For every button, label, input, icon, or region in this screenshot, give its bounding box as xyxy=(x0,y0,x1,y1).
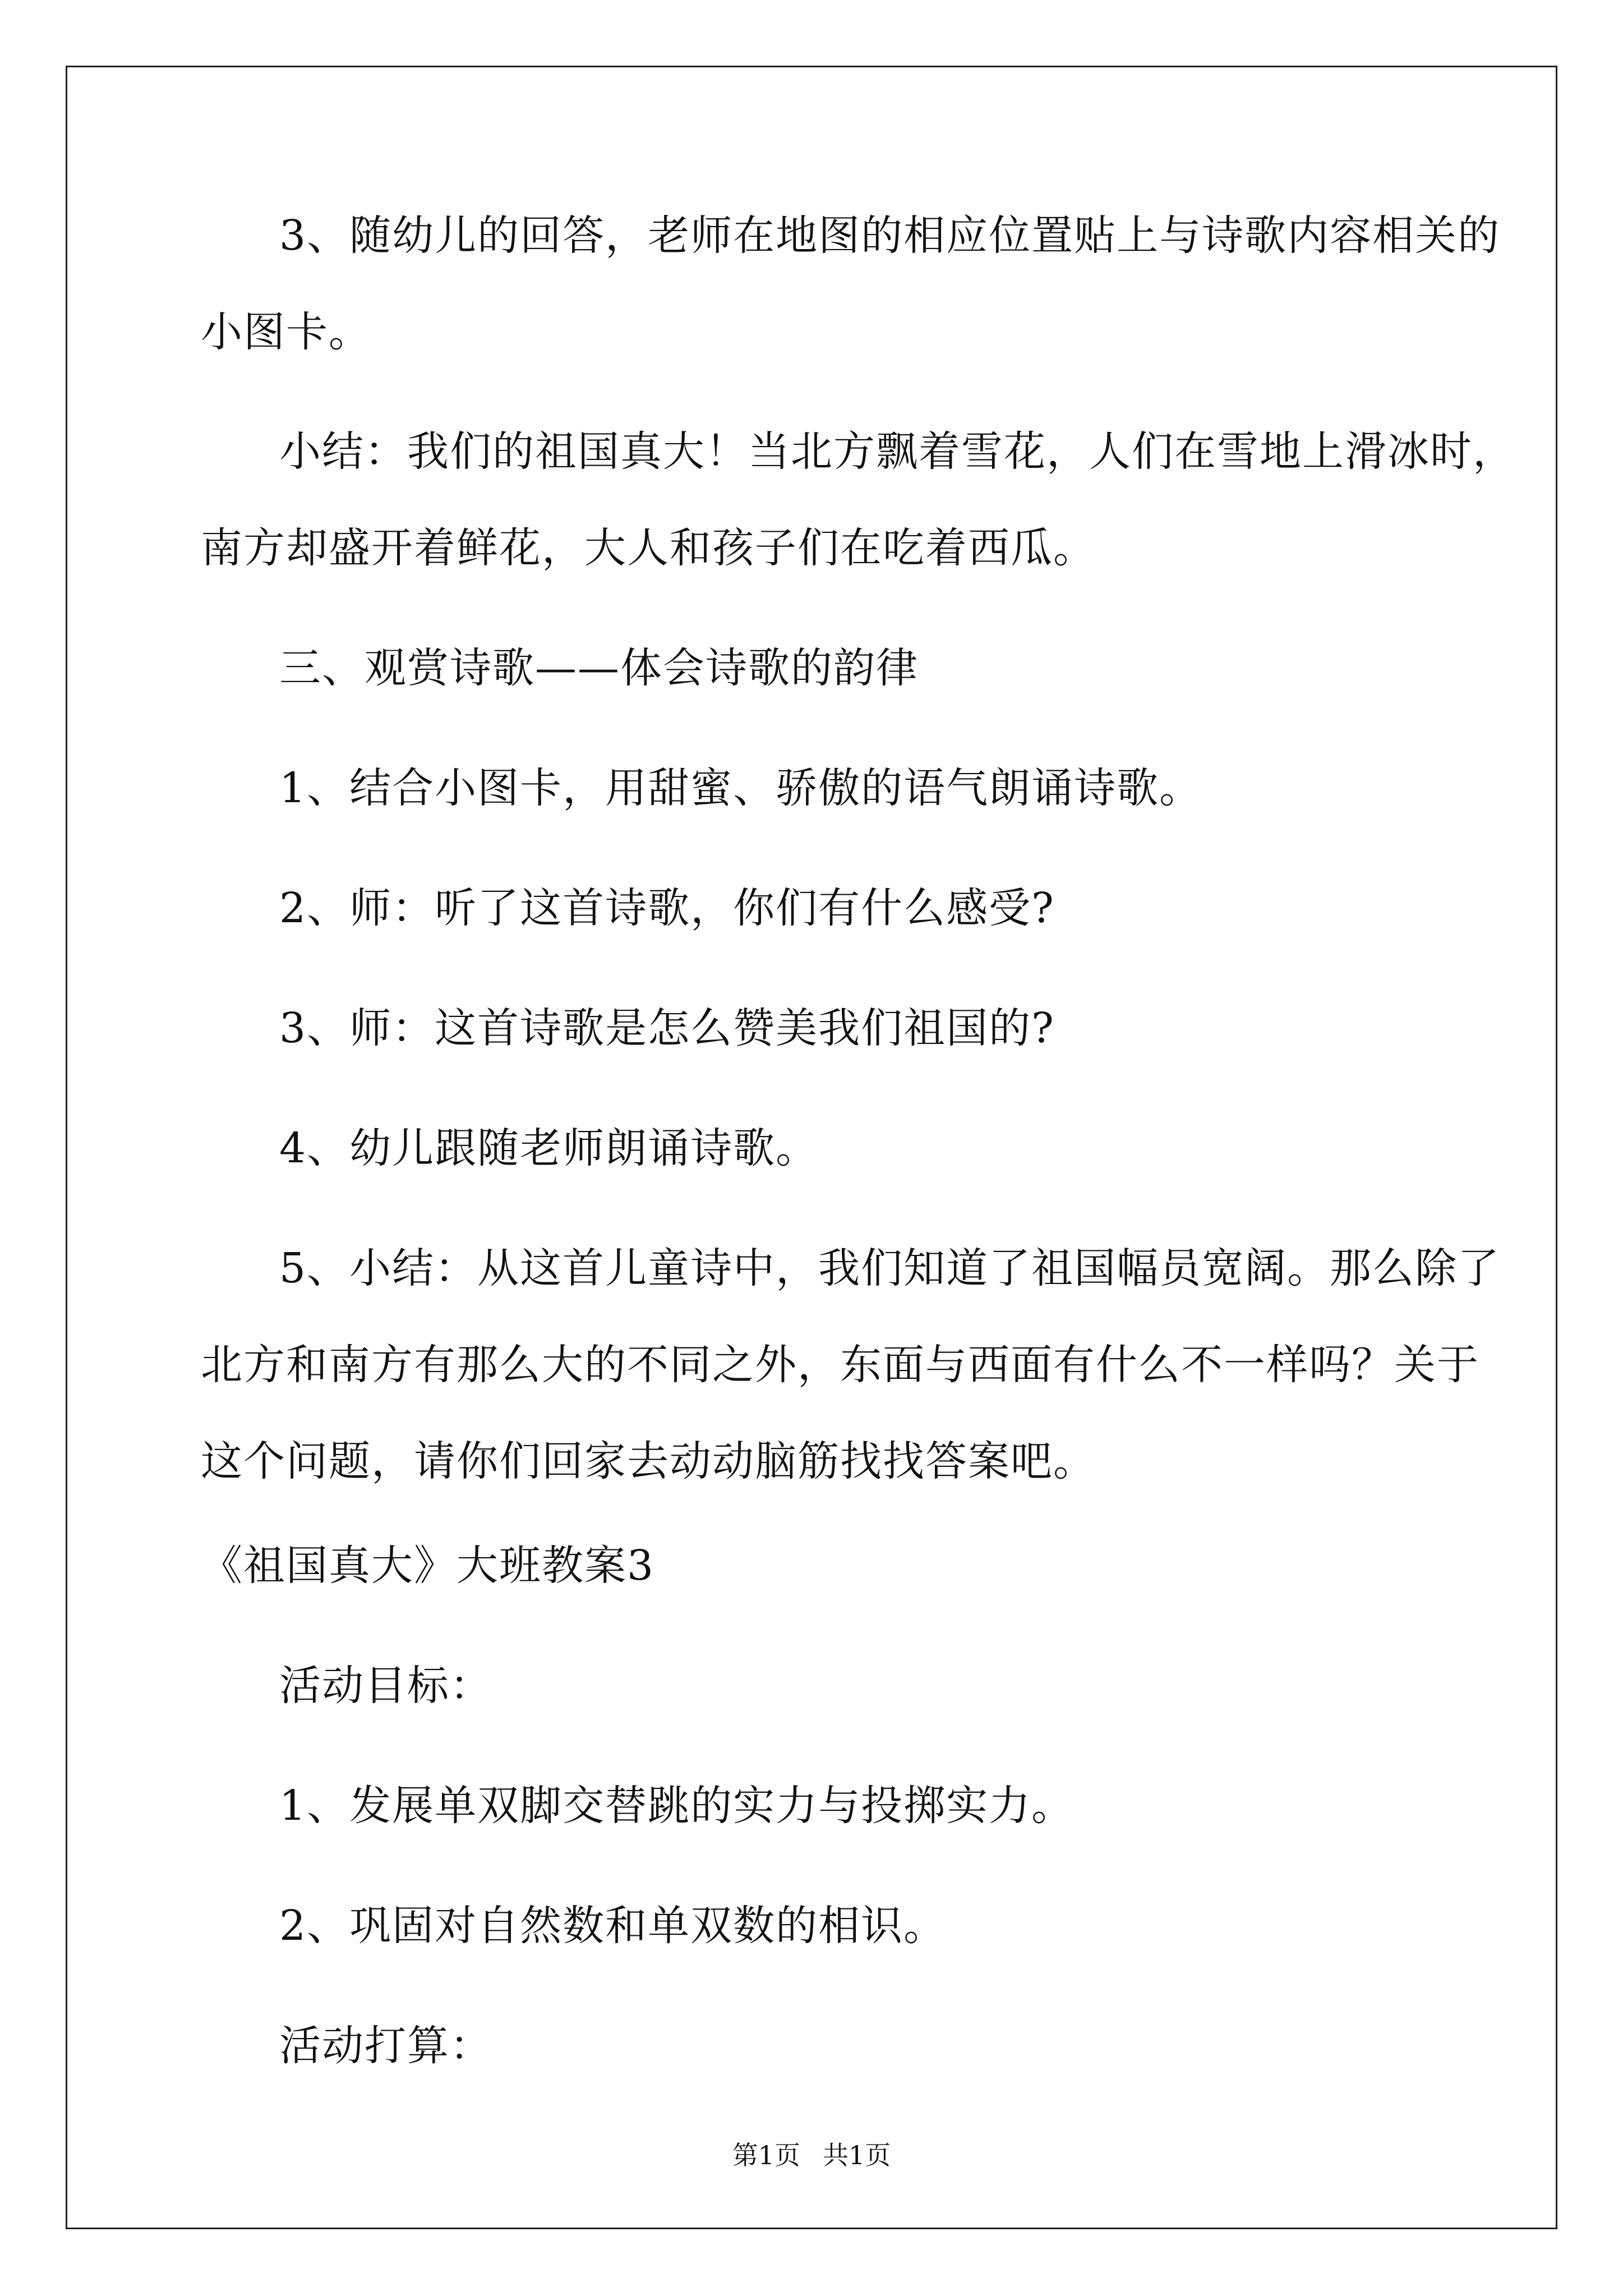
paragraph-line: 2、巩固对自然数和单双数的相识。 xyxy=(279,1902,947,1950)
paragraph-line: 3、随幼儿的回答，老师在地图的相应位置贴上与诗歌内容相关的 xyxy=(279,211,1501,260)
paragraph-line: 南方却盛开着鲜花，大人和孩子们在吃着西瓜。 xyxy=(201,524,1096,572)
paragraph-line: 北方和南方有那么大的不同之外，东面与西面有什么不一样吗？关于 xyxy=(201,1341,1479,1389)
page-total: 共1页 xyxy=(823,2140,891,2170)
paragraph-line: 5、小结：从这首儿童诗中，我们知道了祖国幅员宽阔。那么除了 xyxy=(279,1244,1501,1292)
paragraph-line: 1、结合小图卡，用甜蜜、骄傲的语气朗诵诗歌。 xyxy=(279,764,1202,812)
section-heading: 三、观赏诗歌——体会诗歌的韵律 xyxy=(279,644,919,692)
paragraph-line: 活动打算： xyxy=(279,2022,492,2070)
paragraph-line: 活动目标： xyxy=(279,1662,492,1710)
paragraph-line: 小结：我们的祖国真大！当北方飘着雪花，人们在雪地上滑冰时， xyxy=(279,427,1515,476)
paragraph-line: 4、幼儿跟随老师朗诵诗歌。 xyxy=(279,1124,819,1172)
paragraph-line: 这个问题，请你们回家去动动脑筋找找答案吧。 xyxy=(201,1437,1096,1485)
page-footer xyxy=(0,2138,1623,2172)
paragraph-line: 小图卡。 xyxy=(201,308,371,356)
page-number: 第1页 xyxy=(732,2140,800,2170)
paragraph-line: 3、师：这首诗歌是怎么赞美我们祖国的? xyxy=(279,1004,1055,1052)
document-heading: 《祖国真大》大班教案3 xyxy=(201,1542,655,1590)
paragraph-line: 2、师：听了这首诗歌，你们有什么感受? xyxy=(279,884,1055,932)
paragraph-line: 1、发展单双脚交替跳的实力与投掷实力。 xyxy=(279,1782,1075,1830)
